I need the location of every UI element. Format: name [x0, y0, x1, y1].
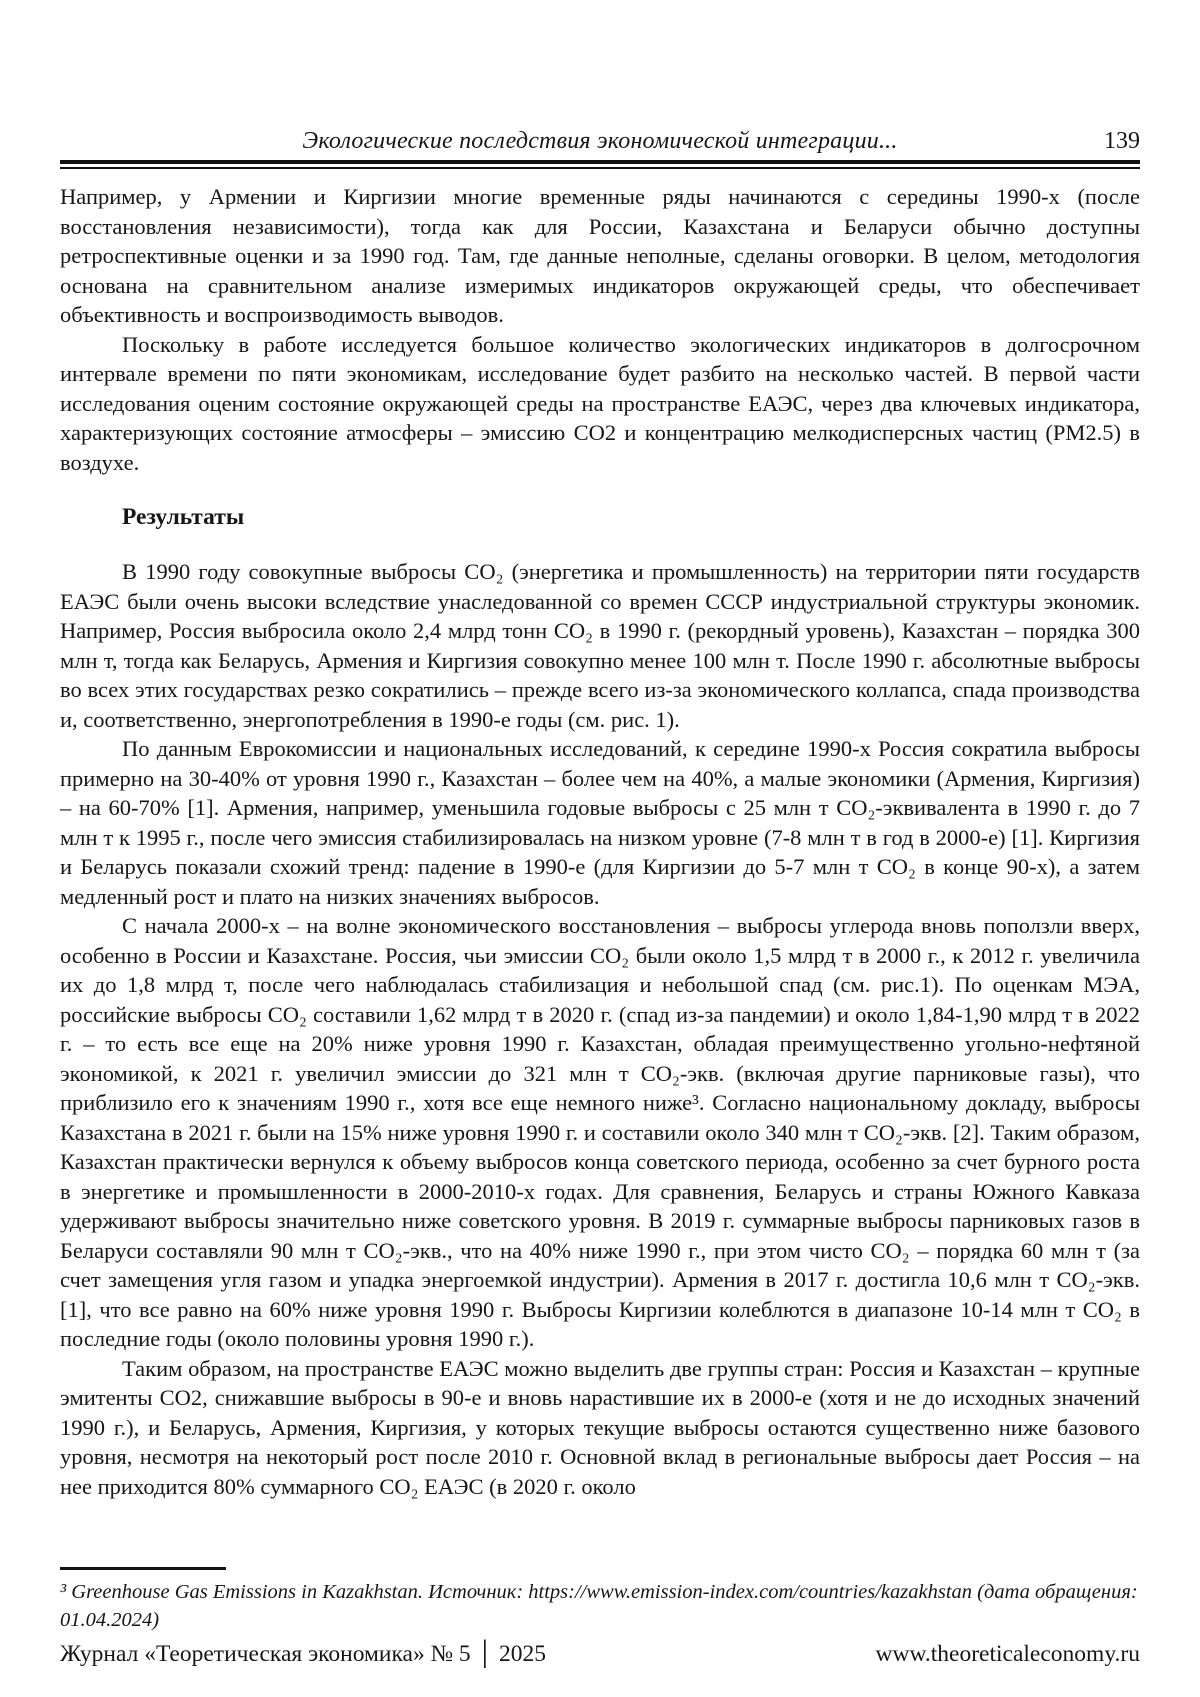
running-head: [60, 128, 1140, 158]
body-paragraph: Например, у Армении и Киргизии многие временные ряды начинаются с середины 1990-х (после восстановления независимости), тогда как для России, Казахстана и Беларуси обычно доступны ретроспективные оценки и за 1990 год. Там, где данные неполные, сделаны оговорки. В целом, методология основана на сравнительном анализе измеримых индикаторов окружающей среды, что обеспечивает объективность и воспроизводимость выводов.: [60, 184, 1140, 327]
page-number: 139: [1104, 128, 1140, 154]
body-paragraph: По данным Еврокомиссии и национальных исследований, к середине 1990-х Россия сократила выбросы примерно на 30-40% от уровня 1990 г., Казахстан – более чем на 40%, а малые экономики (Армения, Киргизия) – на 60-70% [1]. Армения, например, уменьшила годовые выбросы с 25 млн т CO₂-эквивалента в 1990 г. до 7 млн т к 1995 г., после чего эмиссия стабилизировалась на низком уровне (7-8 млн т в год в 2000-е) [1]. Киргизия и Беларусь показали схожий тренд: падение в 1990-е (для Киргизии до 5-7 млн т CO₂ в конце 90-х), а затем медленный рост и плато на низких значениях выбросов.: [60, 736, 1140, 909]
footnote: ³ Greenhouse Gas Emissions in Kazakhstan. Источник: https://www.emission-index.com/countries/kazakhstan (дата обращения: 01.04.2024): [60, 1581, 1138, 1631]
body-paragraph: С начала 2000-х – на волне экономического восстановления – выбросы углерода вновь поползли вверх, особенно в России и Казахстане. Россия, чьи эмиссии CO₂ были около 1,5 млрд т в 2000 г., к 2012 г. увеличила их до 1,8 млрд т, после чего наблюдалась стабилизация и небольшой спад (см. рис.1). По оценкам МЭА, российские выбросы CO₂ составили 1,62 млрд т в 2020 г. (спад из-за пандемии) и около 1,84-1,90 млрд т в 2022 г. – то есть все еще на 20% ниже уровня 1990 г. Казахстан, обладая преимущественно угольно-нефтяной экономикой, к 2021 г. увеличил эмиссии до 321 млн т CO₂-экв. (включая другие парниковые газы), что приблизило его к значениям 1990 г., хотя все еще немного ниже³. Согласно национальному докладу, выбросы Казахстана в 2021 г. были на 15% ниже уровня 1990 г. и составили около 340 млн т CO₂-экв. [2]. Таким образом, Казахстан практически вернулся к объему выбросов конца советского периода, особенно за счет бурного роста в энергетике и промышленности в 2000-2010-х годах. Для сравнения, Беларусь и страны Южного Кавказа удерживают выбросы значительно ниже советского уровня. В 2019 г. суммарные выбросы парниковых газов в Беларуси составляли 90 млн т CO₂-экв., что на 40% ниже 1990 г., при этом чисто CO₂ – порядка 60 млн т (за счет замещения угля газом и упадка энергоемкой индустрии). Армения в 2017 г. достигла 10,6 млн т CO₂-экв. [1], что все равно на 60% ниже уровня 1990 г. Выбросы Киргизии колеблются в диапазоне 10-14 млн т CO₂ в последние годы (около половины уровня 1990 г.).: [60, 913, 1140, 1351]
header-rule-thin: [60, 167, 1140, 169]
journal-website: www.theoreticaleconomy.ru: [875, 1641, 1140, 1667]
body-paragraph: В 1990 году совокупные выбросы CO₂ (энергетика и промышленность) на территории пяти государств ЕАЭС были очень высоки вследствие унаследованной со времен СССР индустриальной структуры экономик. Например, Россия выбросила около 2,4 млрд тонн CO₂ в 1990 г. (рекордный уровень), Казахстан – порядка 300 млн т, тогда как Беларусь, Армения и Киргизия совокупно менее 100 млн т. После 1990 г. абсолютные выбросы во всех этих государствах резко сократились – прежде всего из-за экономического коллапса, спада производства и, соответственно, энергопотребления в 1990-е годы (см. рис. 1).: [60, 559, 1140, 732]
running-head-title: Экологические последствия экономической интеграции...: [302, 128, 898, 154]
footnote-rule: [60, 1567, 226, 1570]
header-rule-thick: [60, 160, 1140, 164]
article-body: [60, 182, 1140, 1501]
page-footer: [60, 1641, 1140, 1668]
body-paragraph: Таким образом, на пространстве ЕАЭС можно выделить две группы стран: Россия и Казахстан – крупные эмитенты СО2, снижавшие выбросы в 90-е и вновь нарастившие их в 2000-е (хотя и не до исходных значений 1990 г.), и Беларусь, Армения, Киргизия, у которых текущие выбросы остаются существенно ниже базового уровня, несмотря на некоторый рост после 2010 г. Основной вклад в региональные выбросы дает Россия – на нее приходится 80% суммарного CO₂ ЕАЭС (в 2020 г. около: [60, 1355, 1140, 1499]
body-paragraph: Поскольку в работе исследуется большое количество экологических индикаторов в долгосрочном интервале времени по пяти экономикам, исследование будет разбито на несколько частей. В первой части исследования оценим состояние окружающей среды на пространстве ЕАЭС, через два ключевых индикатора, характеризующих состояние атмосферы – эмиссию СО2 и концентрацию мелкодисперсных частиц (PM2.5) в воздухе.: [60, 331, 1140, 475]
section-heading-results: Результаты: [122, 504, 245, 530]
journal-title: Журнал «Теоретическая экономика» № 5 │ 2025: [60, 1641, 547, 1667]
